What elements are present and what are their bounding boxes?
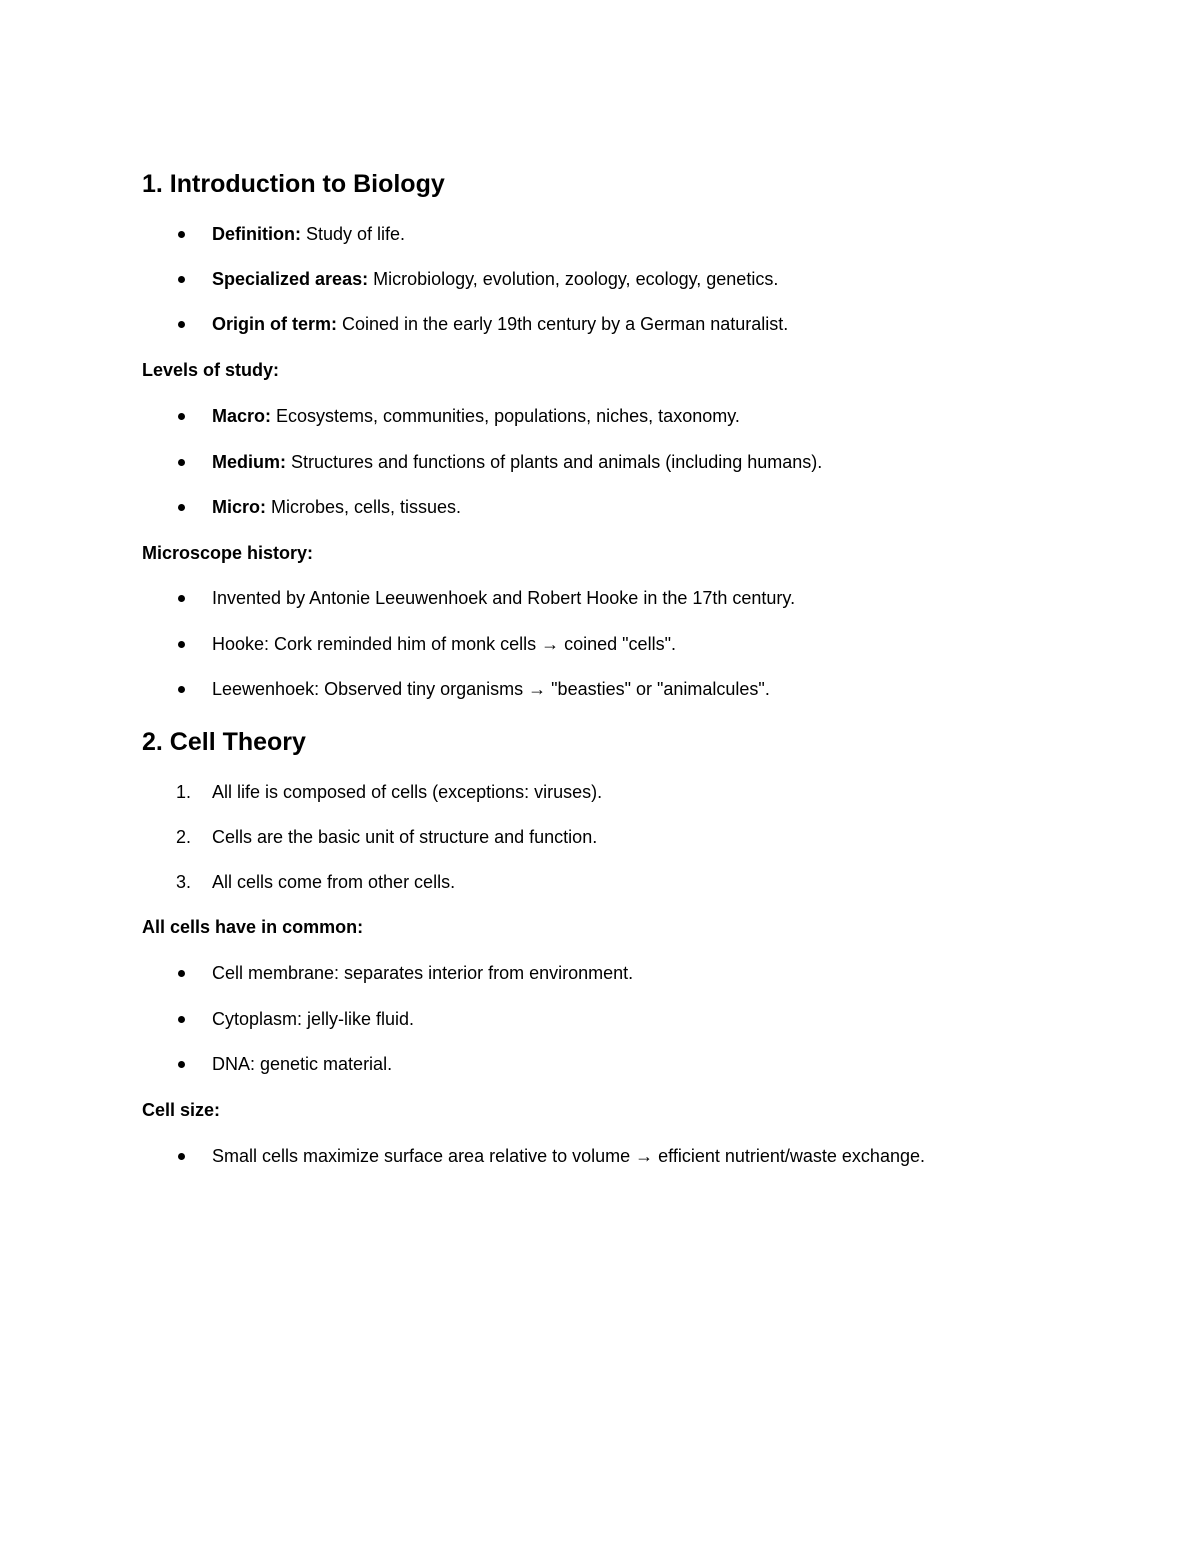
item-text: Ecosystems, communities, populations, niches, taxonomy. bbox=[271, 406, 740, 426]
item-text: All cells come from other cells. bbox=[212, 872, 456, 892]
list-item bbox=[142, 677, 1142, 701]
bullet-icon bbox=[178, 686, 185, 693]
item-text: Coined in the early 19th century by a German naturalist. bbox=[337, 314, 789, 334]
bullet-icon bbox=[178, 970, 185, 977]
subheading-microscope-history: Microscope history: bbox=[142, 543, 314, 563]
item-text: Invented by Antonie Leeuwenhoek and Robert Hooke in the 17th century. bbox=[212, 588, 796, 608]
item-text: Hooke: Cork reminded him of monk cells → coined "cells". bbox=[212, 634, 676, 654]
item-text: Cell membrane: separates interior from environment. bbox=[212, 963, 634, 983]
list-item bbox=[142, 961, 1142, 985]
subheading-levels-of-study: Levels of study: bbox=[142, 360, 280, 380]
bullet-icon bbox=[178, 231, 185, 238]
list-item-origin-of-term bbox=[142, 312, 1142, 336]
list-item bbox=[142, 1052, 1142, 1076]
item-text: Cytoplasm: jelly-like fluid. bbox=[212, 1009, 415, 1029]
bullet-icon bbox=[178, 641, 185, 648]
item-text: Small cells maximize surface area relative to volume → efficient nutrient/waste exchange. bbox=[212, 1146, 925, 1166]
list-item bbox=[142, 1007, 1142, 1031]
item-term: Medium: bbox=[212, 452, 286, 472]
section-heading-introduction: 1. Introduction to Biology bbox=[142, 170, 445, 198]
item-number: 1. bbox=[176, 782, 192, 802]
item-term: Micro: bbox=[212, 497, 266, 517]
bullet-icon bbox=[178, 504, 185, 511]
item-text: Microbes, cells, tissues. bbox=[266, 497, 462, 517]
list-item-specialized-areas bbox=[142, 267, 1142, 291]
bullet-icon bbox=[178, 595, 185, 602]
list-item-micro bbox=[142, 495, 1142, 519]
list-item-medium bbox=[142, 450, 1142, 474]
subheading-all-cells-common: All cells have in common: bbox=[142, 917, 364, 937]
bullet-icon bbox=[178, 1061, 185, 1068]
item-term: Origin of term: bbox=[212, 314, 337, 334]
list-item bbox=[142, 1144, 1142, 1168]
list-item bbox=[142, 586, 1142, 610]
item-term: Macro: bbox=[212, 406, 272, 426]
bullet-icon bbox=[178, 1153, 185, 1160]
item-number: 3. bbox=[176, 872, 192, 892]
item-text: Study of life. bbox=[300, 224, 406, 244]
bullet-icon bbox=[178, 1016, 185, 1023]
section-heading-cell-theory: 2. Cell Theory bbox=[142, 728, 306, 756]
bullet-icon bbox=[178, 459, 185, 466]
list-item-macro bbox=[142, 404, 1142, 428]
item-text: DNA: genetic material. bbox=[212, 1054, 393, 1074]
list-item-definition bbox=[142, 222, 1142, 246]
item-term: Definition: bbox=[212, 224, 301, 244]
numbered-item bbox=[142, 825, 1142, 849]
subheading-cell-size: Cell size: bbox=[142, 1100, 221, 1120]
numbered-item bbox=[142, 780, 1142, 804]
item-text: Microbiology, evolution, zoology, ecology, genetics. bbox=[368, 269, 779, 289]
item-text: All life is composed of cells (exceptions: viruses). bbox=[212, 782, 603, 802]
item-number: 2. bbox=[176, 827, 192, 847]
bullet-icon bbox=[178, 413, 185, 420]
item-text: Leewenhoek: Observed tiny organisms → "beasties" or "animalcules". bbox=[212, 679, 770, 699]
bullet-icon bbox=[178, 276, 185, 283]
bullet-icon bbox=[178, 321, 185, 328]
list-item bbox=[142, 632, 1142, 656]
numbered-item bbox=[142, 870, 1142, 894]
item-text: Structures and functions of plants and animals (including humans). bbox=[286, 452, 823, 472]
item-term: Specialized areas: bbox=[212, 269, 369, 289]
item-text: Cells are the basic unit of structure and function. bbox=[212, 827, 598, 847]
